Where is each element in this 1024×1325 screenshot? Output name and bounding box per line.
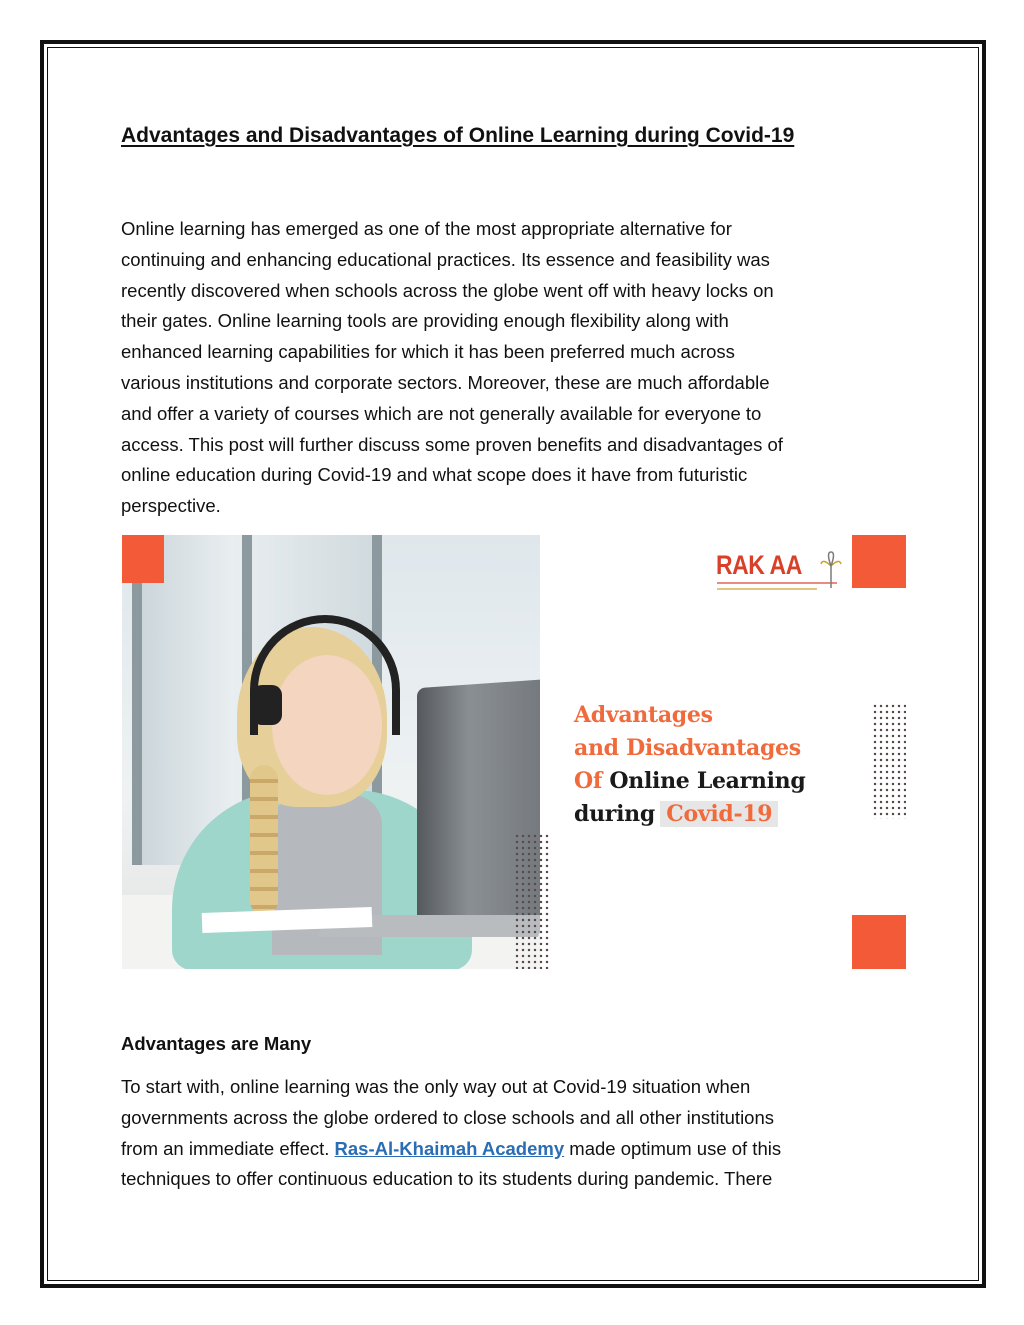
logo-text: RAK AA: [716, 550, 802, 580]
banner-heading-line: and Disadvantages: [574, 735, 801, 761]
palm-leaf-icon: [820, 550, 842, 590]
section-text: made optimum use of this: [564, 1137, 782, 1159]
banner-heading: [574, 699, 805, 831]
intro-line: access. This post will further discuss some proven benefits and disadvantages of: [121, 433, 783, 455]
intro-line: their gates. Online learning tools are providing enough flexibility along with: [121, 310, 729, 332]
banner-heading-word: Of: [574, 768, 603, 794]
banner-heading-highlight: Covid-19: [660, 801, 778, 827]
banner-heading-word: during: [574, 801, 655, 827]
intro-paragraph: [121, 214, 911, 522]
intro-line: continuing and enhancing educational practices. Its essence and feasibility was: [121, 248, 770, 270]
section-text: from an immediate effect.: [121, 1137, 335, 1159]
section-line: [121, 1134, 911, 1165]
section-line: To start with, online learning was the only way out at Covid-19 situation when: [121, 1076, 751, 1097]
intro-line: and offer a variety of courses which are not generally available for everyone to: [121, 402, 762, 424]
banner-heading-word: Online Learning: [609, 768, 806, 794]
section-line: techniques to offer continuous education to its students during pandemic. There: [121, 1168, 773, 1190]
banner-heading-line: Advantages: [574, 702, 713, 728]
intro-line: various institutions and corporate sectors. Moreover, these are much affordable: [121, 371, 770, 393]
intro-line: recently discovered when schools across the globe went off with heavy locks on: [121, 279, 774, 301]
intro-line: online education during Covid-19 and what scope does it have from futuristic: [121, 464, 748, 486]
section-line: governments across the globe ordered to close schools and all other institutions: [121, 1106, 775, 1128]
section-heading: Advantages are Many: [121, 1033, 312, 1054]
document-title: Advantages and Disadvantages of Online Learning during Covid-19: [121, 124, 795, 147]
article-banner-image: [122, 535, 906, 969]
student-photo: [122, 535, 540, 969]
dot-pattern: [514, 833, 550, 969]
intro-line: perspective.: [121, 495, 221, 517]
dot-pattern: [872, 703, 906, 819]
ras-al-khaimah-academy-link[interactable]: Ras-Al-Khaimah Academy: [334, 1137, 565, 1159]
intro-line: Online learning has emerged as one of the most appropriate alternative for: [121, 218, 732, 239]
accent-square-bottom: [852, 915, 906, 969]
intro-line: enhanced learning capabilities for which it has been preferred much across: [121, 341, 735, 363]
accent-square-top: [852, 535, 906, 588]
section-paragraph: [121, 1072, 911, 1195]
